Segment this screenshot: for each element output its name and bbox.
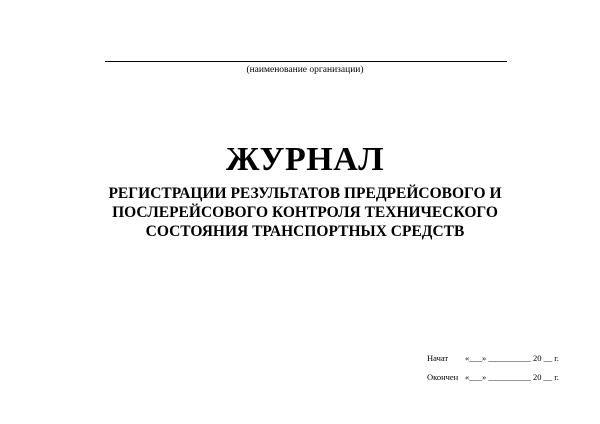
journal-dates-block [427,349,559,387]
subtitle-line: СОСТОЯНИЯ ТРАНСПОРТНЫХ СРЕДСТВ [145,223,465,240]
subtitle-line: ПОСЛЕРЕЙСОВОГО КОНТРОЛЯ ТЕХНИЧЕСКОГО [112,204,498,221]
start-date-label: Начат [427,353,449,363]
journal-title: ЖУРНАЛ [225,141,385,178]
journal-subtitle [0,184,600,241]
subtitle-line: РЕГИСТРАЦИИ РЕЗУЛЬТАТОВ ПРЕДРЕЙСОВОГО И [108,185,502,202]
organization-caption: (наименование организации) [246,65,364,75]
end-date-row [427,368,559,387]
start-date-field: «___» __________ 20 __ г. [465,353,559,363]
end-date-field: «___» __________ 20 __ г. [465,372,559,382]
start-date-row [427,349,559,368]
end-date-label: Окончен [427,372,459,382]
organization-name-line [105,61,507,62]
